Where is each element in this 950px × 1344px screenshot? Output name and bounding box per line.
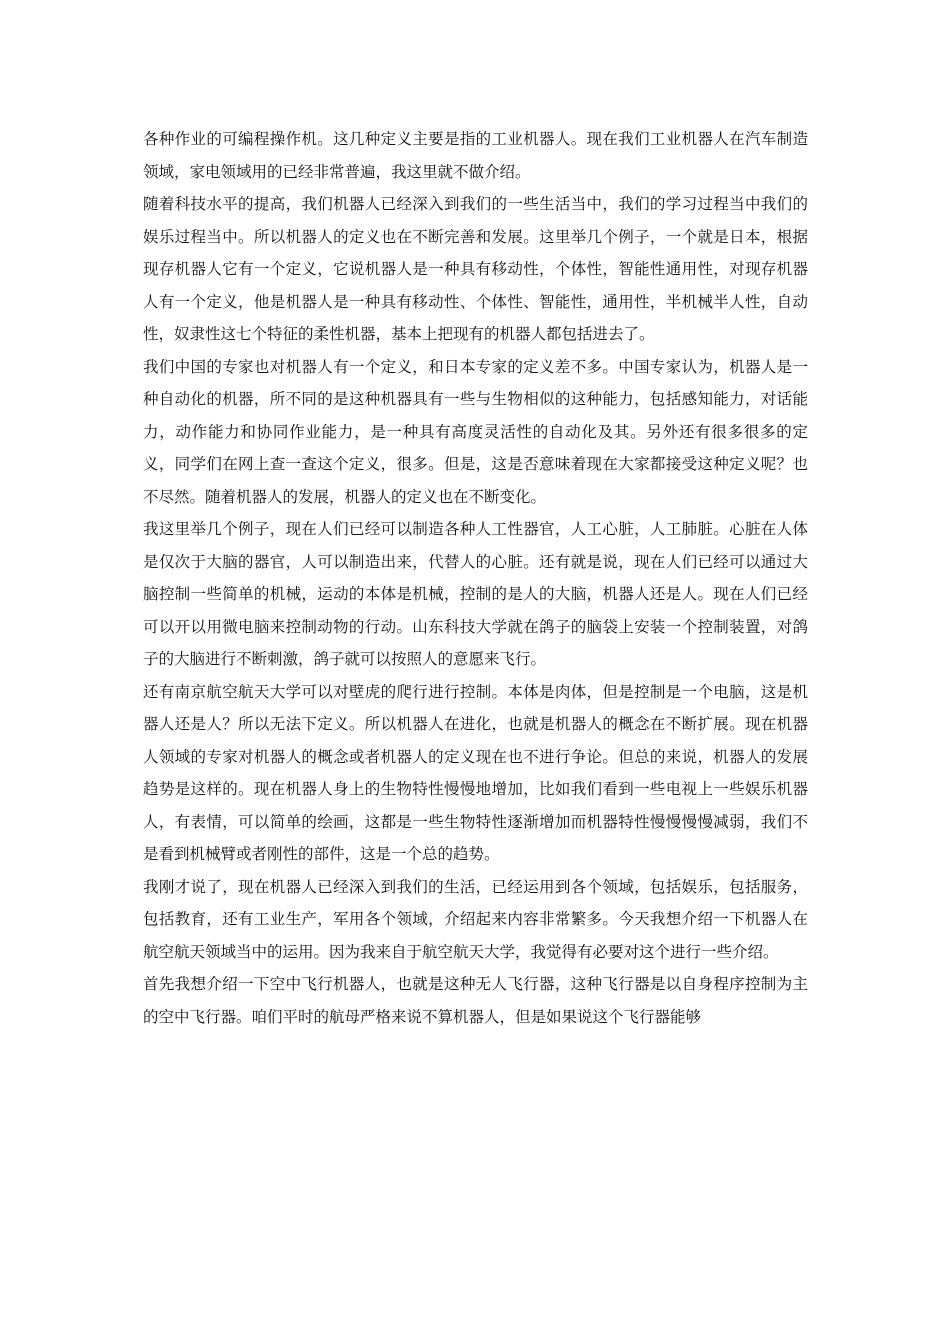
- paragraph-4: 我这里举几个例子，现在人们已经可以制造各种人工性器官，人工心脏，人工肺脏。心脏在人体是仅次于大脑的器官，人可以制造出来，代替人的心脏。还有就是说，现在人们已经可以通过大脑控制一些简单的机械，运动的本体是机械，控制的是人的大脑，机器人还是人。现在人们已经可以开以用微电脑来控制动物的行动。山东科技大学就在鸽子的脑袋上安装一个控制装置，对鸽子的大脑进行不断刺激，鸽子就可以按照人的意愿来飞行。: [143, 520, 808, 668]
- paragraph-2: 随着科技水平的提高，我们机器人已经深入到我们的一些生活当中，我们的学习过程当中我们的娱乐过程当中。所以机器人的定义也在不断完善和发展。这里举几个例子，一个就是日本，根据现存机器人它有一个定义，它说机器人是一种具有移动性，个体性，智能性通用性，对现存机器人有一个定义，他是机器人是一种具有移动性、个体性、智能性，通用性，半机械半人性，自动性，奴隶性这七个特征的柔性机器，基本上把现有的机器人都包括进去了。: [143, 195, 808, 343]
- paragraph-3: 我们中国的专家也对机器人有一个定义，和日本专家的定义差不多。中国专家认为，机器人是一种自动化的机器，所不同的是这种机器具有一些与生物相似的这种能力，包括感知能力，对话能力，动作能力和协同作业能力，是一种具有高度灵活性的自动化及其。另外还有很多很多的定义，同学们在网上查一查这个定义，很多。但是，这是否意味着现在大家都接受这种定义呢？也不尽然。随着机器人的发展，机器人的定义也在不断变化。: [143, 357, 808, 506]
- document-body: [143, 123, 808, 1033]
- paragraph-6: 我刚才说了，现在机器人已经深入到我们的生活，已经运用到各个领域，包括娱乐，包括服务，包括教育，还有工业生产，军用各个领域，介绍起来内容非常繁多。今天我想介绍一下机器人在航空航天领域当中的运用。因为我来自于航空航天大学，我觉得有必要对这个进行一些介绍。: [143, 877, 808, 961]
- paragraph-7: 首先我想介绍一下空中飞行机器人，也就是这种无人飞行器，这种飞行器是以自身程序控制为主的空中飞行器。咱们平时的航母严格来说不算机器人，但是如果说这个飞行器能够: [143, 975, 808, 1026]
- paragraph-5: 还有南京航空航天大学可以对壁虎的爬行进行控制。本体是肉体，但是控制是一个电脑，这是机器人还是人？所以无法下定义。所以机器人在进化，也就是机器人的概念在不断扩展。现在机器人领域的专家对机器人的概念或者机器人的定义现在也不进行争论。但总的来说，机器人的发展趋势是这样的。现在机器人身上的生物特性慢慢地增加，比如我们看到一些电视上一些娱乐机器人，有表情，可以简单的绘画，这都是一些生物特性逐渐增加而机器特性慢慢慢慢减弱，我们不是看到机械臂或者刚性的部件，这是一个总的趋势。: [143, 682, 808, 863]
- paragraph-1: 各种作业的可编程操作机。这几种定义主要是指的工业机器人。现在我们工业机器人在汽车制造领域，家电领域用的已经非常普遍，我这里就不做介绍。: [143, 130, 808, 181]
